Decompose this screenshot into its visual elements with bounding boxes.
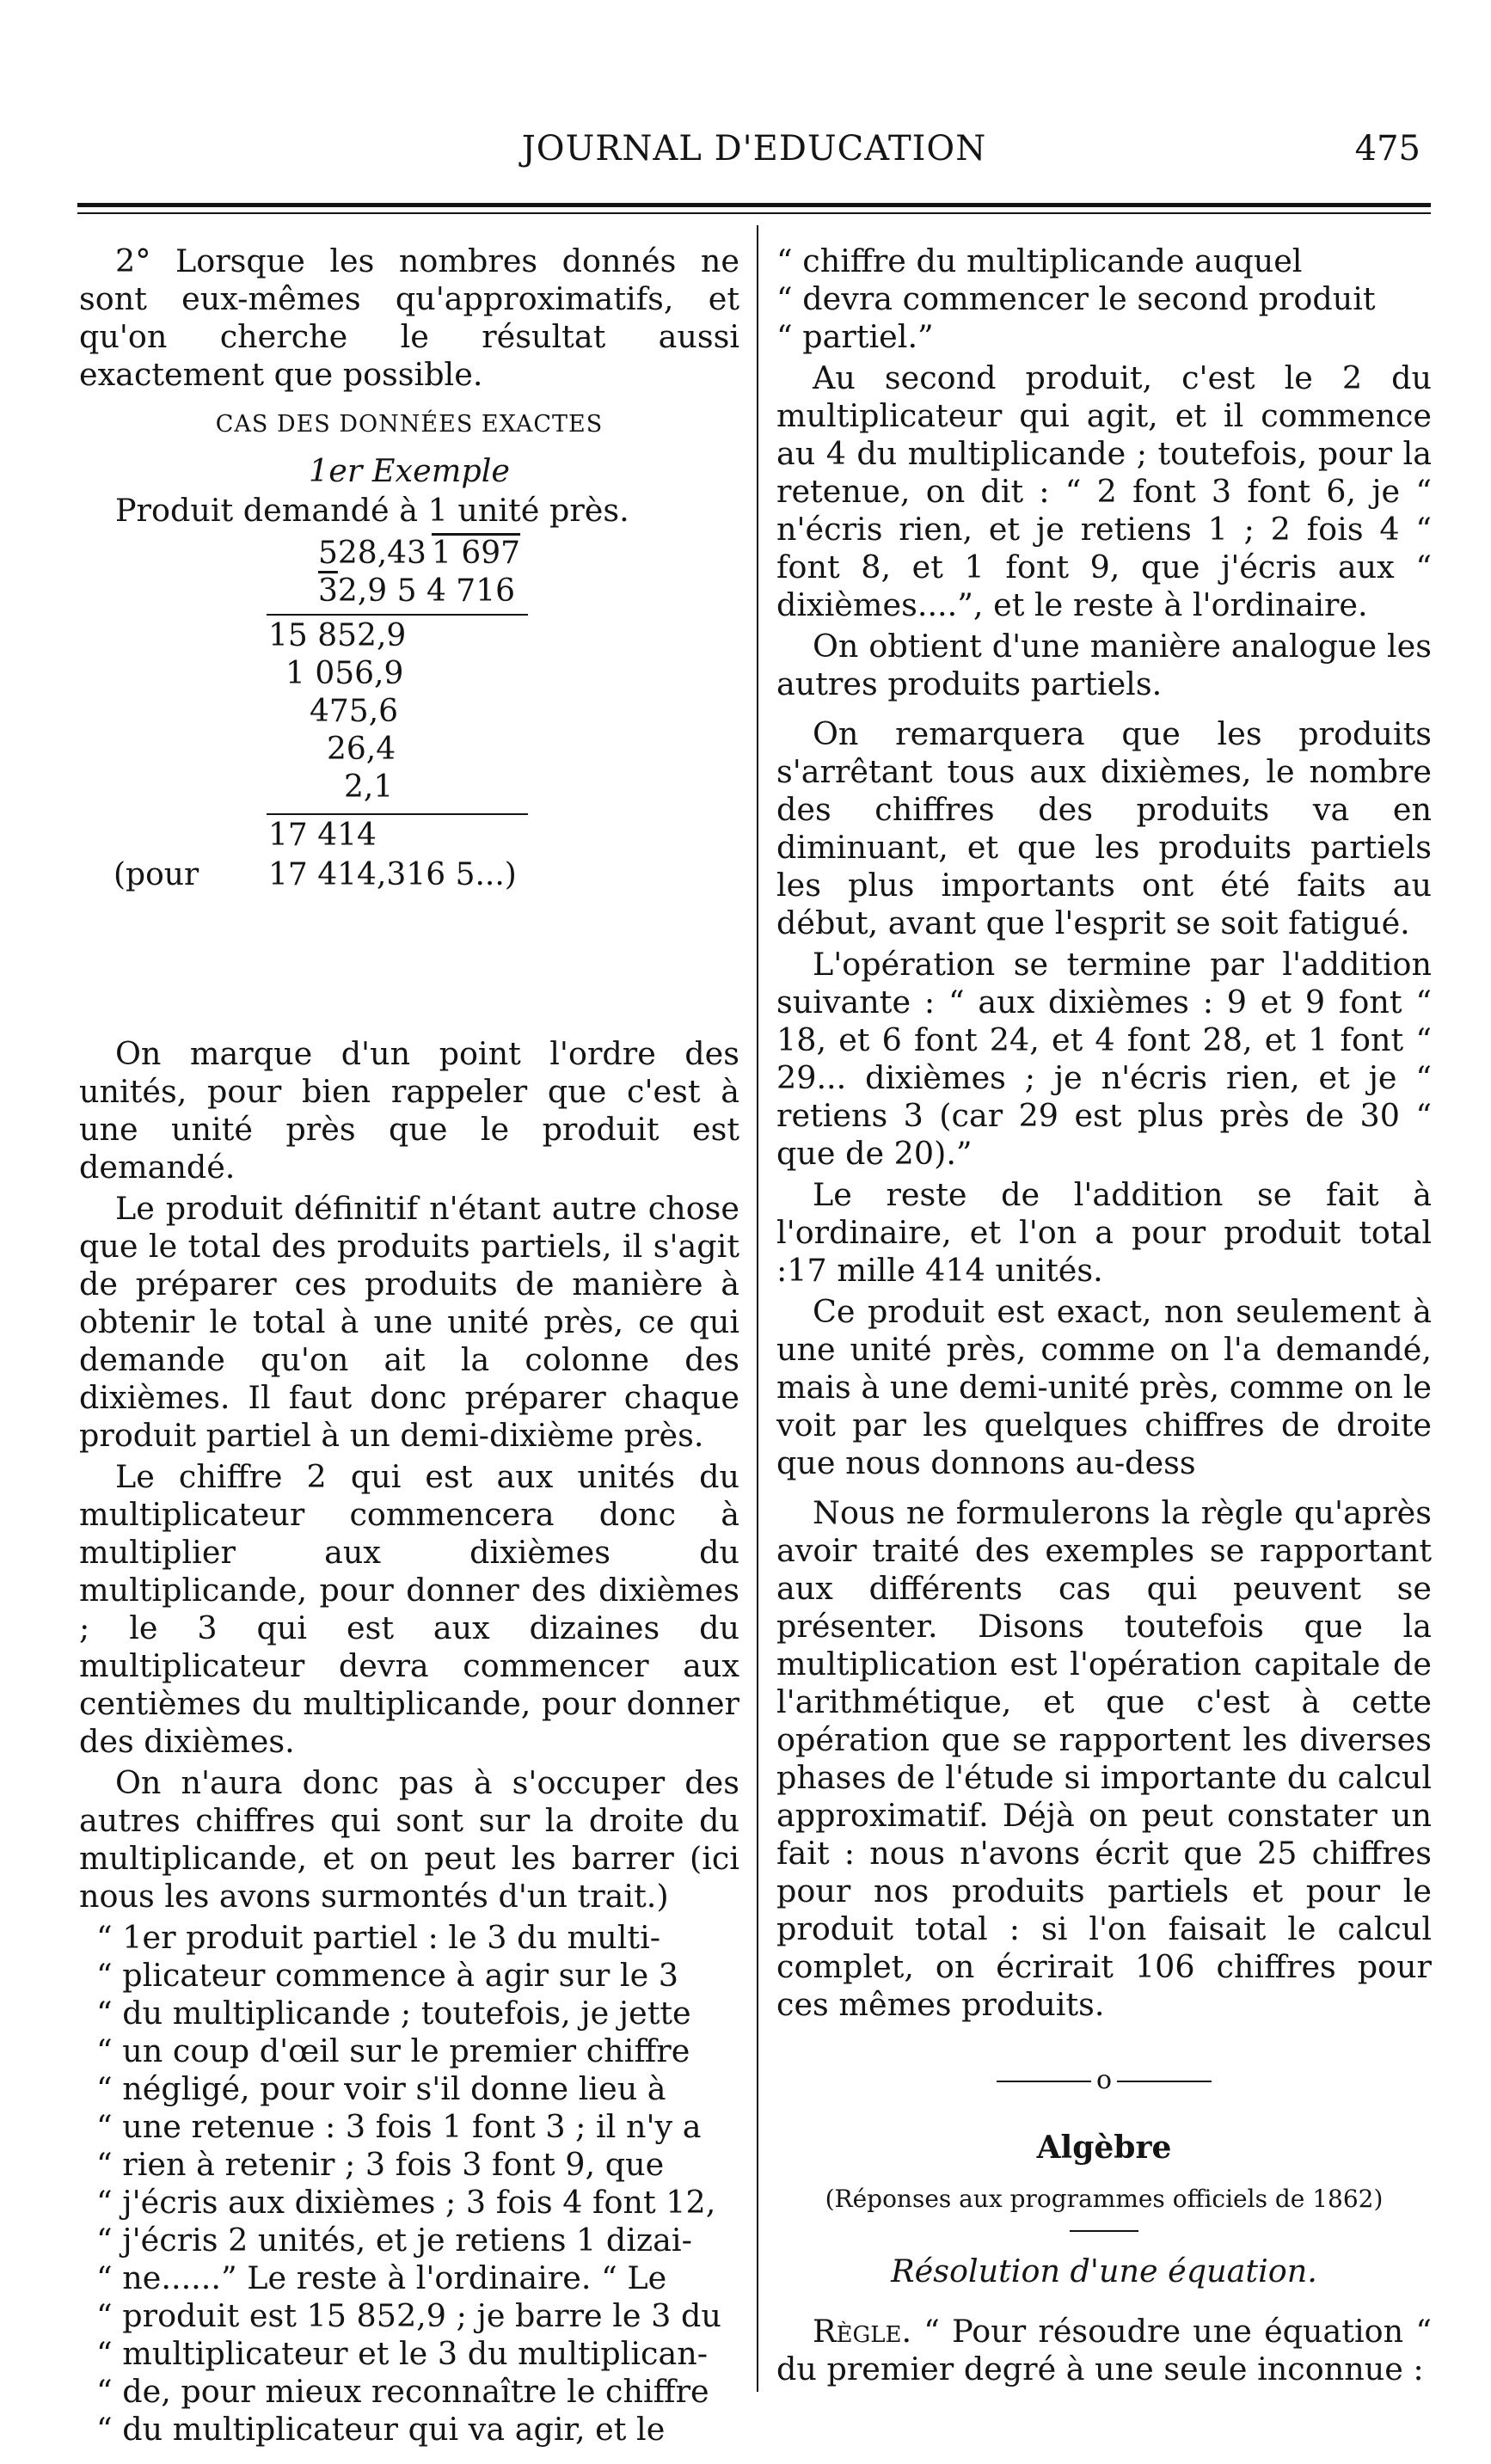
calc-partial-5: 2,1 xyxy=(344,769,394,805)
right-paragraph: On remarquera que les produits s'arrêtant tous aux dixièmes, le nombre des chiffres des produits va en diminuant, et que les produits partiels les plus importants ont été faits au début, avant que l'esprit se soit fatigué. xyxy=(776,715,1432,941)
separator-dash-left xyxy=(997,2081,1091,2082)
quote-line: “ multiplicateur et le 3 du multiplican- xyxy=(96,2335,709,2372)
calc-partial-1: 15 852,9 xyxy=(268,618,407,653)
right-paragraph: Au second produit, c'est le 2 du multiplicateur qui agit, et il commence au 4 du multiplicande ; toutefois, pour la retenue, on dit : “ 2 font 3 font 6, je “ n'écris rien, et je retiens 1 ; 2 fois 4 “ font 8, et 1 font 9, que j'écris aux “ dixièmes....”, et le reste à l'ordinaire. xyxy=(776,359,1432,623)
calc-total: 17 414 xyxy=(268,818,377,853)
section-separator xyxy=(776,2062,1432,2099)
quote-line: “ négligé, pour voir s'il donne lieu à xyxy=(96,2070,666,2107)
quote-line: “ partiel.” xyxy=(776,318,934,355)
section-caps-heading: CAS DES DONNÉES EXACTES xyxy=(215,411,604,438)
right-paragraph: L'opération se termine par l'addition suivante : “ aux dixièmes : 9 et 9 font “ 18, et 6 font 24, et 4 font 28, et 1 font “ 29... dixièmes ; je n'écris rien, et je “ retiens 3 (car 29 est plus près de 30 “ que de 20).” xyxy=(776,946,1432,1172)
quote-line: “ chiffre du multiplicande auquel xyxy=(776,242,1303,279)
example-heading: 1er Exemple xyxy=(309,452,510,489)
calc-multiplicand-struck: 1 697 xyxy=(431,536,521,571)
page-number: 475 xyxy=(1354,129,1420,169)
quote-line: “ une retenue : 3 fois 1 font 3 ; il n'y a xyxy=(96,2108,702,2145)
calc-multiplier-prefix: 3 xyxy=(318,573,338,609)
calc-exact-value: 17 414,316 5...) xyxy=(268,857,517,892)
page-header xyxy=(77,129,1431,181)
quote-line: “ de, pour mieux reconnaître le chiffre xyxy=(96,2373,709,2410)
right-quote-block xyxy=(776,242,1432,356)
header-rule-thick xyxy=(77,203,1431,207)
quote-line: “ j'écris aux dixièmes ; 3 fois 4 font 12, xyxy=(96,2184,716,2221)
column-divider xyxy=(757,225,758,2392)
quote-line: “ ne......” Le reste à l'ordinaire. “ Le xyxy=(96,2259,667,2296)
calc-rule-2 xyxy=(267,813,528,815)
calc-multiplicand: 528,43 xyxy=(318,536,426,571)
left-paragraph: On marque d'un point l'ordre des unités, pour bien rappeler que c'est à une unité près que le produit est demandé. xyxy=(79,1035,739,1186)
quote-line: “ plicateur commence à agir sur le 3 xyxy=(96,1957,678,1994)
right-paragraph: Le reste de l'addition se fait à l'ordinaire, et l'on a pour produit total :17 mille 414 unités. xyxy=(776,1176,1432,1289)
subsection-title: Résolution d'une équation. xyxy=(891,2253,1317,2289)
calc-exact-label: (pour xyxy=(114,857,199,892)
calc-partial-4: 26,4 xyxy=(327,732,396,767)
left-quote-block xyxy=(96,1919,739,2449)
right-column xyxy=(776,242,1432,2392)
rule-text: “ Pour résoudre une équation “ du premier degré à une seule inconnue : xyxy=(776,2313,1432,2387)
left-column xyxy=(79,242,739,2449)
quote-line: “ rien à retenir ; 3 fois 3 font 9, que xyxy=(96,2146,665,2183)
quote-line: “ produit est 15 852,9 ; je barre le 3 du xyxy=(96,2297,721,2334)
header-rule-thin xyxy=(77,212,1431,214)
quote-line: “ j'écris 2 unités, et je retiens 1 dizai- xyxy=(96,2222,692,2259)
multiplication-calculation xyxy=(79,536,739,1027)
calc-multiplier: 2,9 5 4 716 xyxy=(337,573,516,609)
left-paragraph: Le produit définitif n'étant autre chose que le total des produits partiels, il s'agit de préparer ces produits de manière à obtenir le total à une unité près, ce qui demande qu'on ait la colonne des dixièmes. Il faut donc préparer chaque produit partiel à un demi-dixième près. xyxy=(79,1190,739,1454)
separator-mark: o xyxy=(1095,2065,1113,2095)
quote-line: “ du multiplicande ; toutefois, je jette xyxy=(96,1995,691,2032)
calc-partial-2: 1 056,9 xyxy=(285,656,404,691)
left-paragraph: On n'aura donc pas à s'occuper des autres chiffres qui sont sur la droite du multiplicande, et on peut les barrer (ici nous les avons surmontés d'un trait.) xyxy=(79,1764,739,1915)
quote-line: “ 1er produit partiel : le 3 du multi- xyxy=(96,1919,661,1956)
right-paragraph: On obtient d'une manière analogue les autres produits partiels. xyxy=(776,628,1432,702)
quote-line: “ devra commencer le second produit xyxy=(776,280,1376,317)
rule-paragraph xyxy=(776,2313,1432,2388)
calc-multiplier-row xyxy=(318,574,515,609)
rule-label: Règle. xyxy=(813,2313,912,2350)
calc-multiplicand-row xyxy=(318,536,520,571)
calc-rule-1 xyxy=(267,614,528,616)
calc-partial-3: 475,6 xyxy=(310,694,399,729)
intro-paragraph: 2° Lorsque les nombres donnés ne sont eux-mêmes qu'approximatifs, et qu'on cherche le résultat aussi exactement que possible. xyxy=(79,242,739,393)
separator-dash-right xyxy=(1117,2081,1212,2082)
quote-line: “ un coup d'œil sur le premier chiffre xyxy=(96,2032,690,2069)
product-request: Produit demandé à 1 unité près. xyxy=(115,492,629,529)
short-separator xyxy=(1070,2230,1138,2232)
right-paragraph: Nous ne formulerons la règle qu'après avoir traité des exemples se rapportant aux différents cas qui peuvent se présenter. Disons toutefois que la multiplication est l'opération capitale de l'arithmétique, et que c'est à cette opération que se rapportent les diverses phases de l'étude si importante du calcul approximatif. Déjà on peut constater un fait : nous n'avons écrit que 25 chiffres pour nos produits partiels et pour le produit total : si l'on faisait le calcul complet, on écrirait 106 chiffres pour ces mêmes produits. xyxy=(776,1494,1432,2023)
section-subtitle: (Réponses aux programmes officiels de 1862) xyxy=(825,2185,1384,2213)
left-paragraph: Le chiffre 2 qui est aux unités du multiplicateur commencera donc à multiplier aux dixièmes du multiplicande, pour donner des dixièmes ; le 3 qui est aux dizaines du multiplicateur devra commencer aux centièmes du multiplicande, pour donner des dixièmes. xyxy=(79,1458,739,1760)
section-title: Algèbre xyxy=(1036,2130,1172,2166)
journal-title: JOURNAL D'EDUCATION xyxy=(521,129,987,169)
right-paragraph: Ce produit est exact, non seulement à une unité près, comme on l'a demandé, mais à une demi-unité près, comme on le voit par les quelques chiffres de droite que nous donnons au-dess xyxy=(776,1293,1432,1481)
quote-line: “ du multiplicateur qui va agir, et le xyxy=(96,2411,666,2448)
